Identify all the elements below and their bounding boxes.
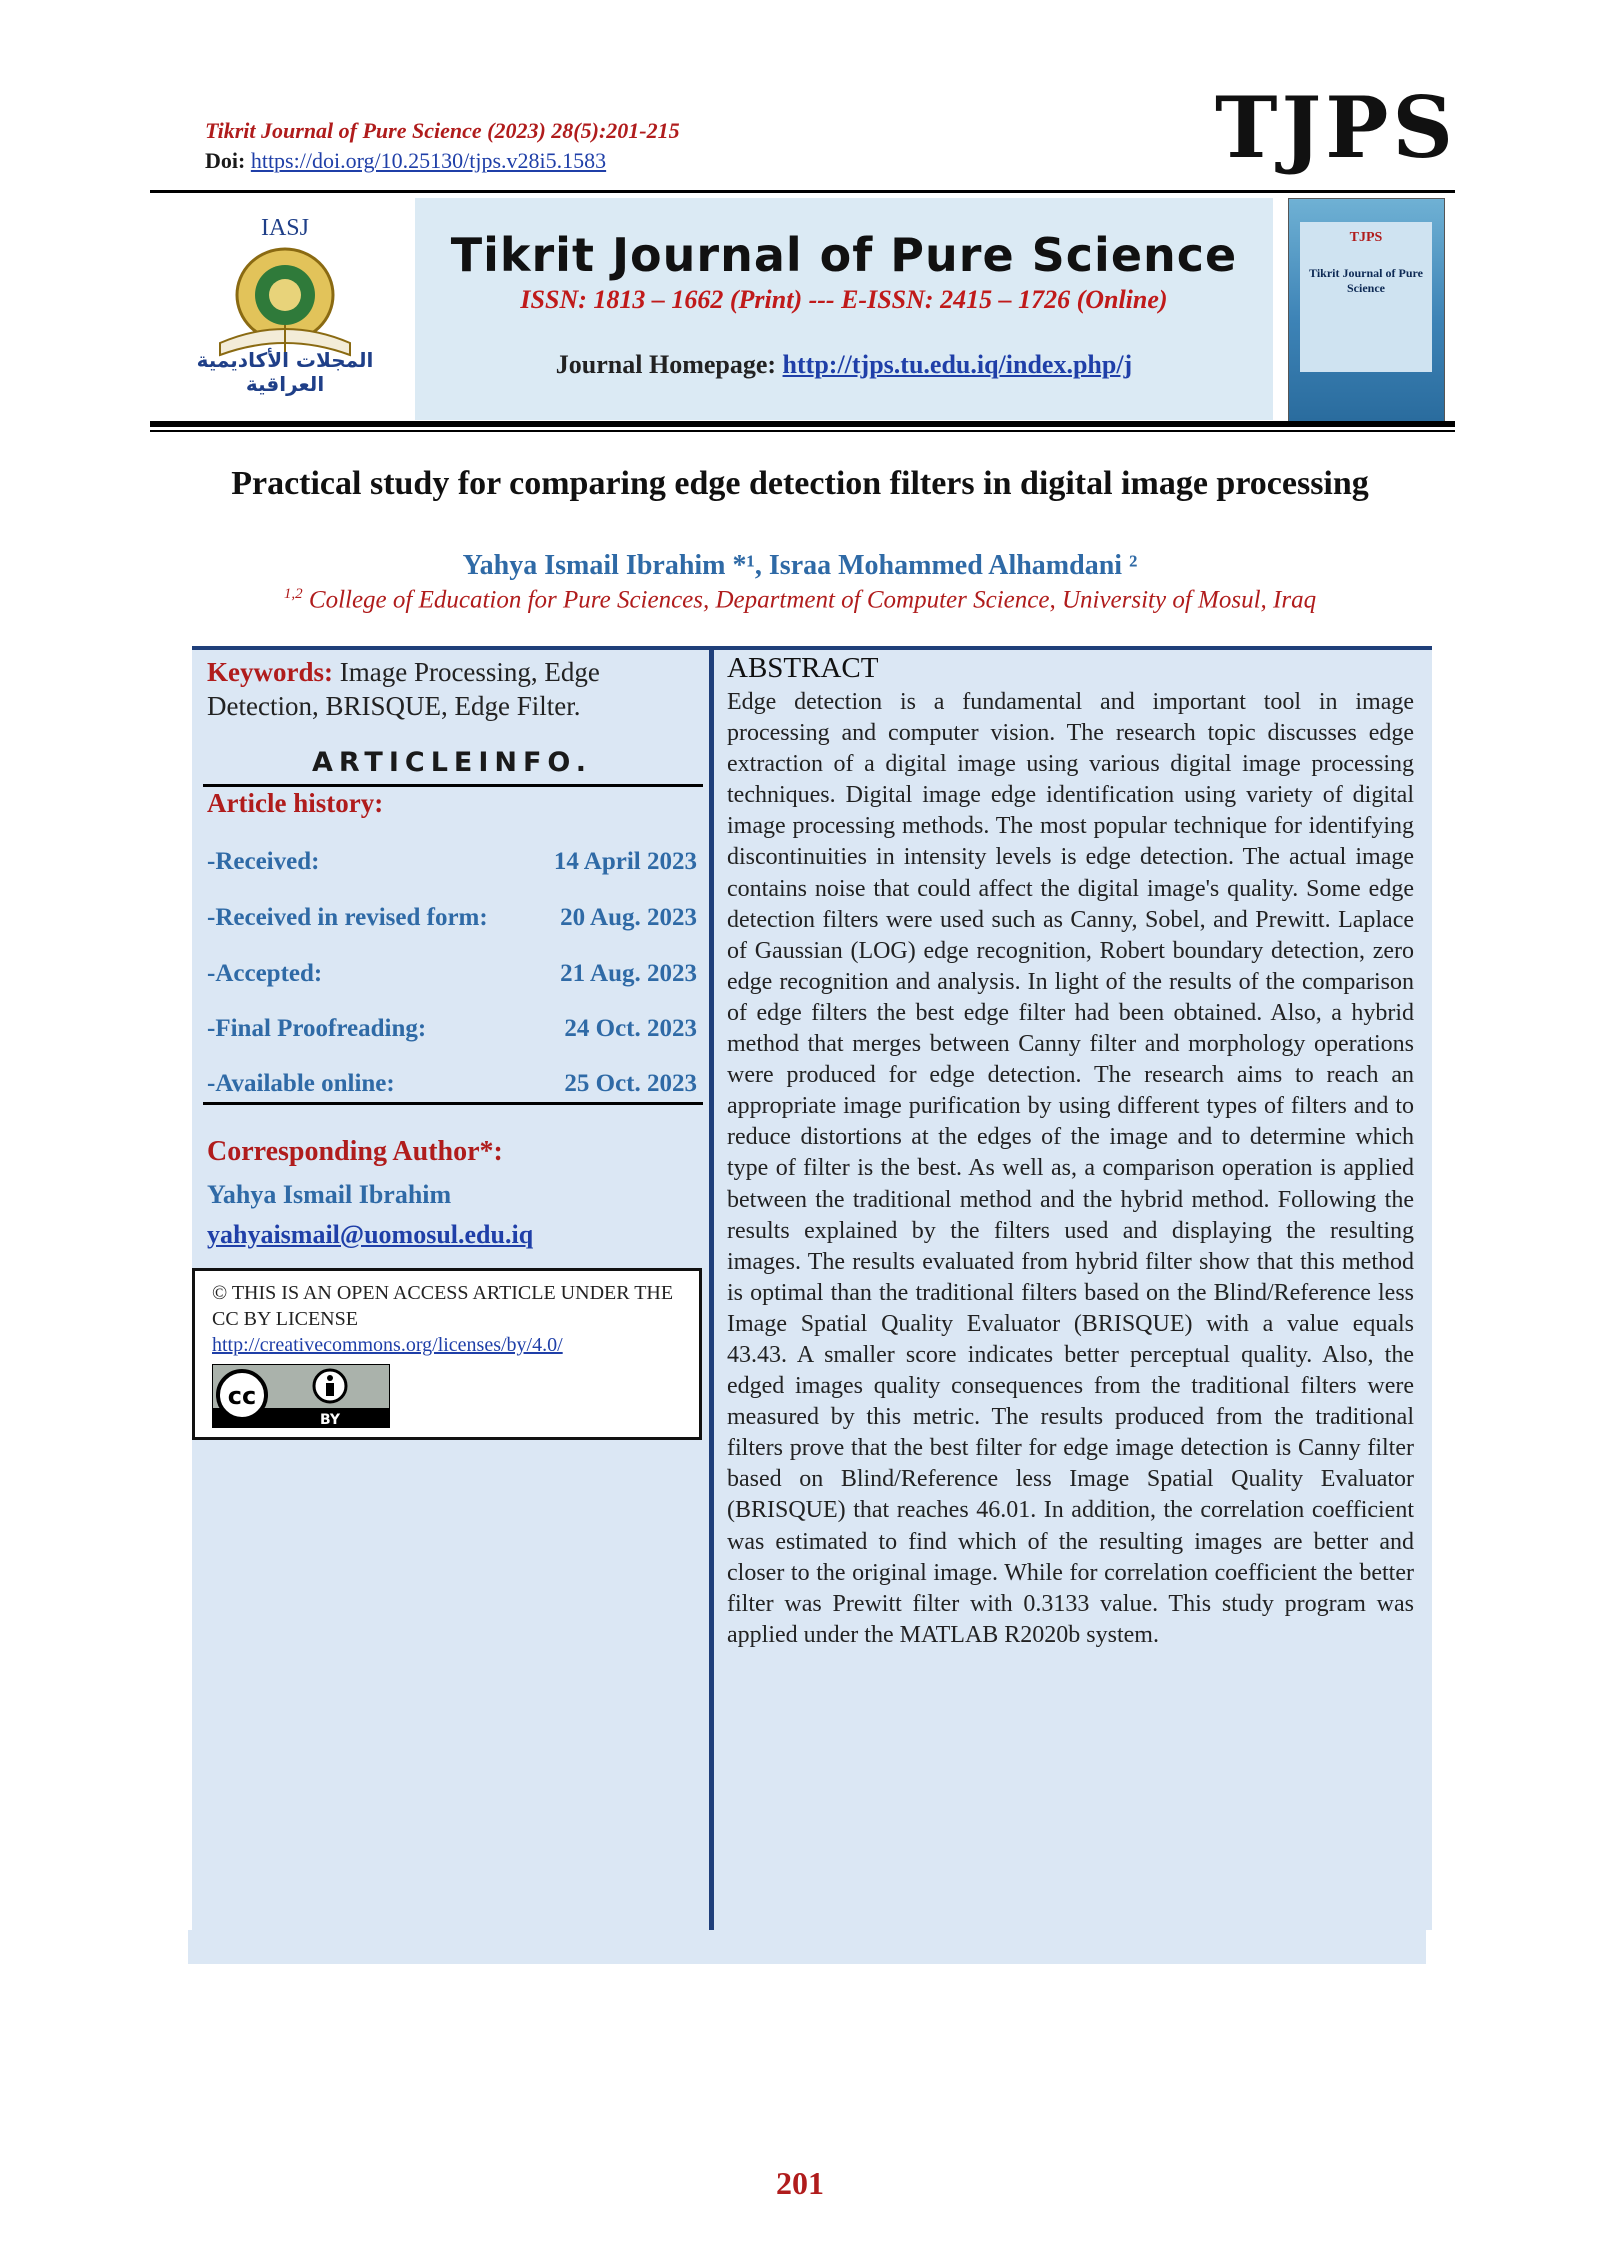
author-list: Yahya Ismail Ibrahim *¹, Israa Mohammed Alhamdani ² [462, 550, 1138, 581]
article-info-rule-top [203, 784, 703, 787]
journal-title: Tikrit Journal of Pure Science [450, 228, 1238, 282]
doi-link[interactable]: https://doi.org/10.25130/tjps.v28i5.1583 [250, 148, 607, 173]
abstract-heading: ABSTRACT [727, 652, 879, 684]
banner-rule-bottom-thick [150, 421, 1455, 427]
history-label: -Final Proofreading: [207, 1015, 427, 1042]
history-row-revised [207, 904, 697, 932]
history-label: -Received: [207, 848, 320, 875]
homepage-label: Journal Homepage: [555, 350, 777, 379]
journal-citation: Tikrit Journal of Pure Science (2023) 28(5):201-215 [205, 118, 680, 143]
corresponding-author-email[interactable]: yahyaismail@uomosul.edu.iq [207, 1220, 534, 1249]
cover-title: Tikrit Journal of Pure Science [1309, 266, 1423, 295]
issn-line: ISSN: 1813 – 1662 (Print) --- E-ISSN: 2415 – 1726 (Online) [520, 285, 1168, 314]
history-date: 24 Oct. 2023 [564, 1015, 697, 1042]
paper-title: Practical study for comparing edge detection filters in digital image processing [231, 465, 1369, 502]
history-label: -Received in revised form: [207, 904, 488, 931]
doi-label: Doi: [205, 148, 246, 173]
corresponding-author-heading: Corresponding Author*: [207, 1136, 503, 1167]
history-label: -Accepted: [207, 960, 323, 987]
header-rule-top [150, 190, 1455, 193]
badge-by-text: BY [319, 1412, 341, 1428]
affiliation [200, 586, 1400, 614]
history-row-online [207, 1070, 697, 1098]
corresponding-author-name: Yahya Ismail Ibrahim [207, 1180, 452, 1209]
article-info-heading: ARTICLEINFO. [311, 747, 593, 778]
homepage-link[interactable]: http://tjps.tu.edu.iq/index.php/j [782, 350, 1133, 379]
affiliation-text: College of Education for Pure Sciences, Department of Computer Science, University of Mosul, Iraq [308, 586, 1317, 614]
history-row-accepted [207, 960, 697, 988]
keywords-label: Keywords: [207, 657, 333, 687]
tjps-logo: TJPS [1215, 78, 1458, 177]
history-label: -Available online: [207, 1070, 395, 1097]
iasj-arabic-label: المجلات الأكاديمية العراقية [196, 348, 374, 396]
cc-by-badge-icon[interactable] [212, 1364, 390, 1428]
badge-cc-text: cc [227, 1382, 257, 1410]
affiliation-superscript: 1,2 [283, 586, 303, 602]
history-date: 14 April 2023 [553, 848, 697, 875]
history-date: 20 Aug. 2023 [560, 904, 697, 931]
column-divider [709, 650, 714, 1930]
homepage-line [415, 350, 1273, 380]
keywords-text: Image Processing, Edge Detection, BRISQUE, Edge Filter. [207, 657, 600, 721]
history-row-proofreading [207, 1015, 697, 1043]
doi-line [205, 148, 606, 174]
license-link[interactable]: http://creativecommons.org/licenses/by/4.0/ [212, 1334, 563, 1356]
license-text: © THIS IS AN OPEN ACCESS ARTICLE UNDER THE CC BY LICENSE [212, 1282, 674, 1330]
page-number: 201 [776, 2165, 824, 2201]
history-row-received [207, 848, 697, 876]
banner-rule-bottom-thin [150, 430, 1455, 432]
article-history-rule-bottom [203, 1102, 703, 1105]
iasj-label: IASJ [260, 215, 309, 241]
panel-bottom-strip [188, 1930, 1426, 1964]
cover-tjps-label: TJPS [1349, 230, 1383, 245]
history-date: 21 Aug. 2023 [560, 960, 697, 987]
abstract-body: Edge detection is a fundamental and important tool in image processing and computer vision. The research topic discusses edge extraction of a digital image using various digital image processing techniques. Digital image edge identification using variety of digital image processing methods. The most popular technique for identifying discontinuities in intensity levels is edge detection. The actual image contains noise that could affect the digital image's quality. Some edge detection filters were used such as Canny, Sobel, and Prewitt. Laplace of Gaussian (LOG) edge recognition, Robert boundary detection, zero edge recognition and analysis. In light of the results of the comparison of edge filters the best edge filter had been obtained. Also, a hybrid method that merges between Canny filter and morphology operations were produced for edge detection. The research aims to reach an appropriate image purification by using different types of filters and to reduce distortions at the edges of the image and to determine which type of filter is the best. As well as, a comparison operation is applied between the traditional method and the hybrid method. Following the results explained by the filters used and displaying the resulting images. The results evaluated from hybrid filter show that this method is optimal than the traditional filters based on the Blind/Reference less Image Spatial Quality Evaluator (BRISQUE) with a value equals 43.43. A smaller score indicates better perceptual quality. Also, the edged images quality consequences from the traditional filters were measured by this metric. The results produced from the traditional filters prove that the best filter for edge image detection is Canny filter based on Blind/Reference less Image Spatial Quality Evaluator (BRISQUE) that reaches 46.01. In addition, the correlation coefficient was estimated to find which of the resulting images are better and closer to the original image. While for correlation coefficient the better filter was Prewitt filter with 0.3133 value. This study program was applied under the MATLAB R2020b system. [727, 689, 1414, 1648]
history-date: 25 Oct. 2023 [564, 1070, 697, 1097]
keywords-block [207, 655, 697, 723]
article-history-heading: Article history: [207, 788, 384, 818]
